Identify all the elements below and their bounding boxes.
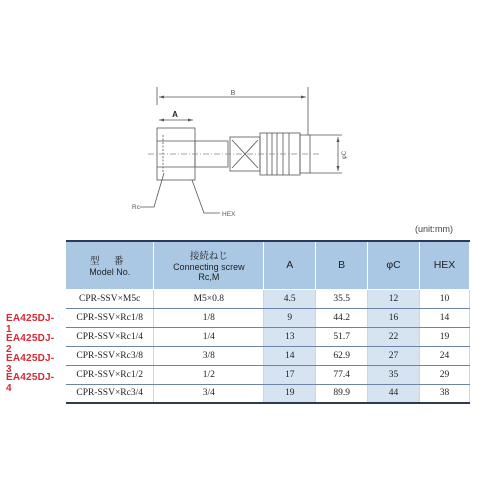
dim-a-label: A xyxy=(172,110,178,119)
side-label-ea425dj-4: EA425DJ-4 xyxy=(6,372,55,394)
cell-model: CPR-SSV×M5c xyxy=(66,289,154,308)
cell-c: 44 xyxy=(368,384,420,403)
header-screw-sub: Rc,M xyxy=(198,272,220,283)
dim-a-arrow-left xyxy=(159,119,164,122)
rc-label: Rc xyxy=(132,204,140,211)
cell-b: 89.9 xyxy=(316,384,368,403)
cell-model: CPR-SSV×Rc1/4 xyxy=(66,327,154,346)
cell-model: CPR-SSV×Rc1/8 xyxy=(66,308,154,327)
cell-hex: 24 xyxy=(420,346,470,365)
cell-a: 4.5 xyxy=(264,289,316,308)
cell-a: 19 xyxy=(264,384,316,403)
side-label-ea425dj-2: EA425DJ-2 xyxy=(6,333,55,355)
header-screw-jp: 接続ねじ xyxy=(189,252,228,263)
header-model xyxy=(66,241,154,289)
cell-c: 12 xyxy=(368,289,420,308)
dim-b-arrow-left xyxy=(159,96,164,99)
cell-c: 35 xyxy=(368,365,420,384)
spec-table xyxy=(66,240,470,404)
table-row xyxy=(66,289,470,308)
dim-c-label: φC xyxy=(342,150,348,160)
cell-screw: M5×0.8 xyxy=(154,289,264,308)
table-row xyxy=(66,365,470,384)
cell-b: 44.2 xyxy=(316,308,368,327)
table-row xyxy=(66,346,470,365)
cell-c: 22 xyxy=(368,327,420,346)
table-row xyxy=(66,327,470,346)
dim-c-arrow-top xyxy=(337,137,340,142)
cell-screw: 1/8 xyxy=(154,308,264,327)
header-screw xyxy=(154,241,264,289)
coupler-technical-drawing xyxy=(120,85,360,225)
cell-c: 27 xyxy=(368,346,420,365)
cell-hex: 19 xyxy=(420,327,470,346)
cell-a: 9 xyxy=(264,308,316,327)
header-b: B xyxy=(316,241,368,289)
cell-model: CPR-SSV×Rc3/4 xyxy=(66,384,154,403)
cell-hex: 10 xyxy=(420,289,470,308)
spec-table-header-row xyxy=(66,241,470,289)
cell-screw: 1/2 xyxy=(154,365,264,384)
cell-screw: 3/4 xyxy=(154,384,264,403)
dim-b-arrow-right xyxy=(301,96,306,99)
header-model-jp: 型 番 xyxy=(90,257,130,268)
cell-b: 62.9 xyxy=(316,346,368,365)
rc-leader xyxy=(140,173,164,207)
cell-screw: 1/4 xyxy=(154,327,264,346)
cell-hex: 38 xyxy=(420,384,470,403)
cell-screw: 3/8 xyxy=(154,346,264,365)
cell-a: 17 xyxy=(264,365,316,384)
cell-hex: 29 xyxy=(420,365,470,384)
side-label-ea425dj-1: EA425DJ-1 xyxy=(6,313,55,335)
cell-a: 13 xyxy=(264,327,316,346)
cell-b: 77.4 xyxy=(316,365,368,384)
dim-c-arrow-bottom xyxy=(337,166,340,171)
header-a: A xyxy=(264,241,316,289)
cell-model: CPR-SSV×Rc3/8 xyxy=(66,346,154,365)
cell-a: 14 xyxy=(264,346,316,365)
header-hex: HEX xyxy=(420,241,470,289)
cell-b: 35.5 xyxy=(316,289,368,308)
dim-a-arrow-right xyxy=(188,119,193,122)
cell-model: CPR-SSV×Rc1/2 xyxy=(66,365,154,384)
table-row xyxy=(66,308,470,327)
cell-hex: 14 xyxy=(420,308,470,327)
table-row xyxy=(66,384,470,403)
header-model-en: Model No. xyxy=(89,267,131,278)
spec-table-body xyxy=(66,289,470,403)
dim-b-label: B xyxy=(230,90,236,97)
cell-b: 51.7 xyxy=(316,327,368,346)
side-label-ea425dj-3: EA425DJ-3 xyxy=(6,353,55,375)
header-screw-en: Connecting screw xyxy=(173,262,245,273)
hex-label: HEX xyxy=(222,211,236,218)
hex-leader xyxy=(192,180,220,213)
unit-note: (unit:mm) xyxy=(415,224,453,234)
cell-c: 16 xyxy=(368,308,420,327)
header-c: φC xyxy=(368,241,420,289)
